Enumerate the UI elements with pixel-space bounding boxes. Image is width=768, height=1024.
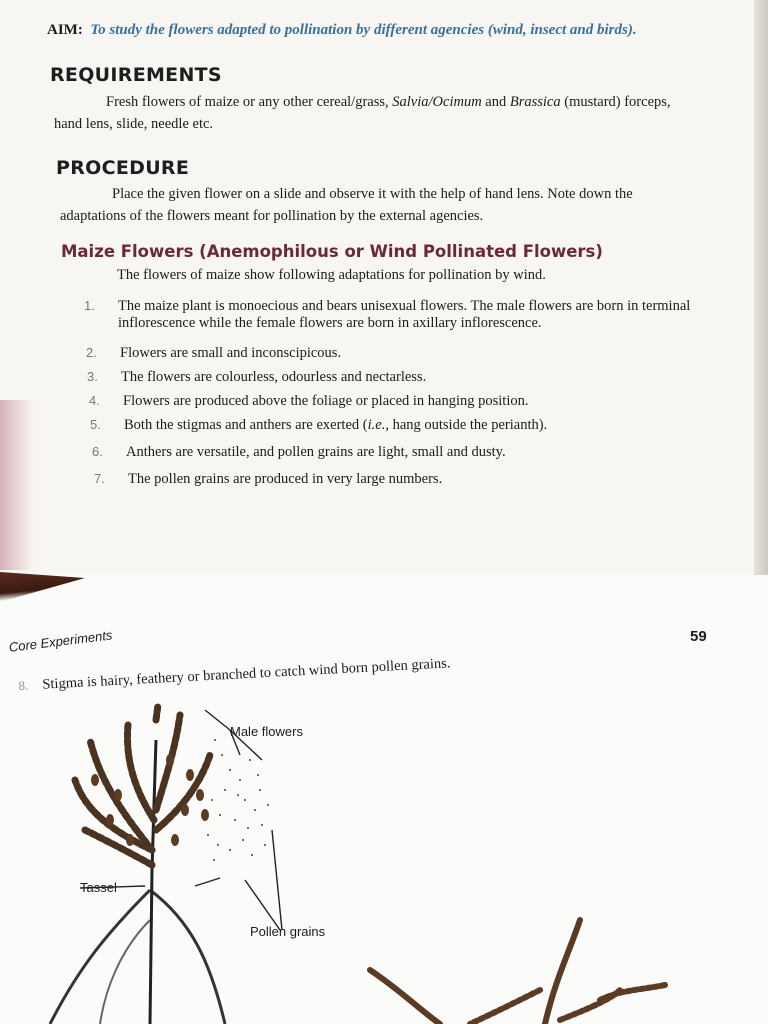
item-number: 4. [89,393,100,408]
item-text: The flowers are colourless, odourless and nectarless. [121,369,427,385]
label-tassel: Tassel [80,880,117,895]
anthers [91,754,209,846]
item-text: Flowers are small and inconscipicous. [120,345,342,361]
procedure-line1: Place the given flower on a slide and observe it with the help of hand lens. Note down the [112,186,633,202]
maize-intro: The flowers of maize show following adaptations for pollination by wind. [117,267,546,283]
stem [150,740,156,1024]
maize-tassel-figure [0,700,768,1024]
requirements-italic: Salvia/Ocimum [392,94,482,110]
requirements-text [54,91,754,135]
requirements-line2: hand lens, slide, needle etc. [54,116,214,132]
item-number: 5. [90,417,101,432]
leaf-left [50,890,150,1024]
item-text: inflorescence while the female flowers are born in axillary inflorescence. [118,315,542,331]
item-number: 1. [84,298,95,313]
leaf-right [150,890,225,1024]
item-text: Stigma is hairy, feathery or branched to catch wind born pollen grains. [41,655,451,693]
aim-label: AIM: [47,22,83,38]
requirements-part: (mustard) forceps, [560,94,671,110]
item-number: 2. [86,345,97,360]
item-text: The pollen grains are produced in very large numbers. [128,471,443,487]
label-male-flowers: Male flowers [230,724,303,739]
procedure-line2: adaptations of the flowers meant for pollination by the external agencies. [60,208,484,224]
second-plant [370,920,665,1024]
item-text: The maize plant is monoecious and bears unisexual flowers. The male flowers are born in terminal [118,298,691,314]
item-number: 8. [18,678,29,693]
maize-heading: Maize Flowers (Anemophilous or Wind Pollinated Flowers) [61,242,603,261]
requirements-italic: Brassica [509,94,561,110]
procedure-text [60,183,750,227]
item-text: Anthers are versatile, and pollen grains are light, small and dusty. [126,444,506,460]
item-number: 6. [92,444,103,459]
requirements-heading: REQUIREMENTS [50,64,222,86]
item-text-part: Both the stigmas and anthers are exerted ( [124,417,368,433]
aim-line [47,22,637,39]
item-text-part: hang outside the perianth). [388,417,548,433]
item-text [124,417,547,434]
requirements-part: Fresh flowers of maize or any other cereal/grass, [106,94,393,110]
spine-shadow [0,400,34,570]
running-head: Core Experiments [8,627,114,655]
item-number: 7. [94,471,105,486]
procedure-heading: PROCEDURE [56,157,190,179]
requirements-part: and [481,94,510,110]
label-pollen-grains: Pollen grains [250,924,326,939]
aim-text: To study the flowers adapted to pollination by different agencies (wind, insect and birds). [90,22,637,38]
item-text-italic: i.e., [367,417,389,433]
item-text: Flowers are produced above the foliage or placed in hanging position. [123,393,529,409]
page-number: 59 [690,628,707,645]
item-number: 3. [87,369,98,384]
